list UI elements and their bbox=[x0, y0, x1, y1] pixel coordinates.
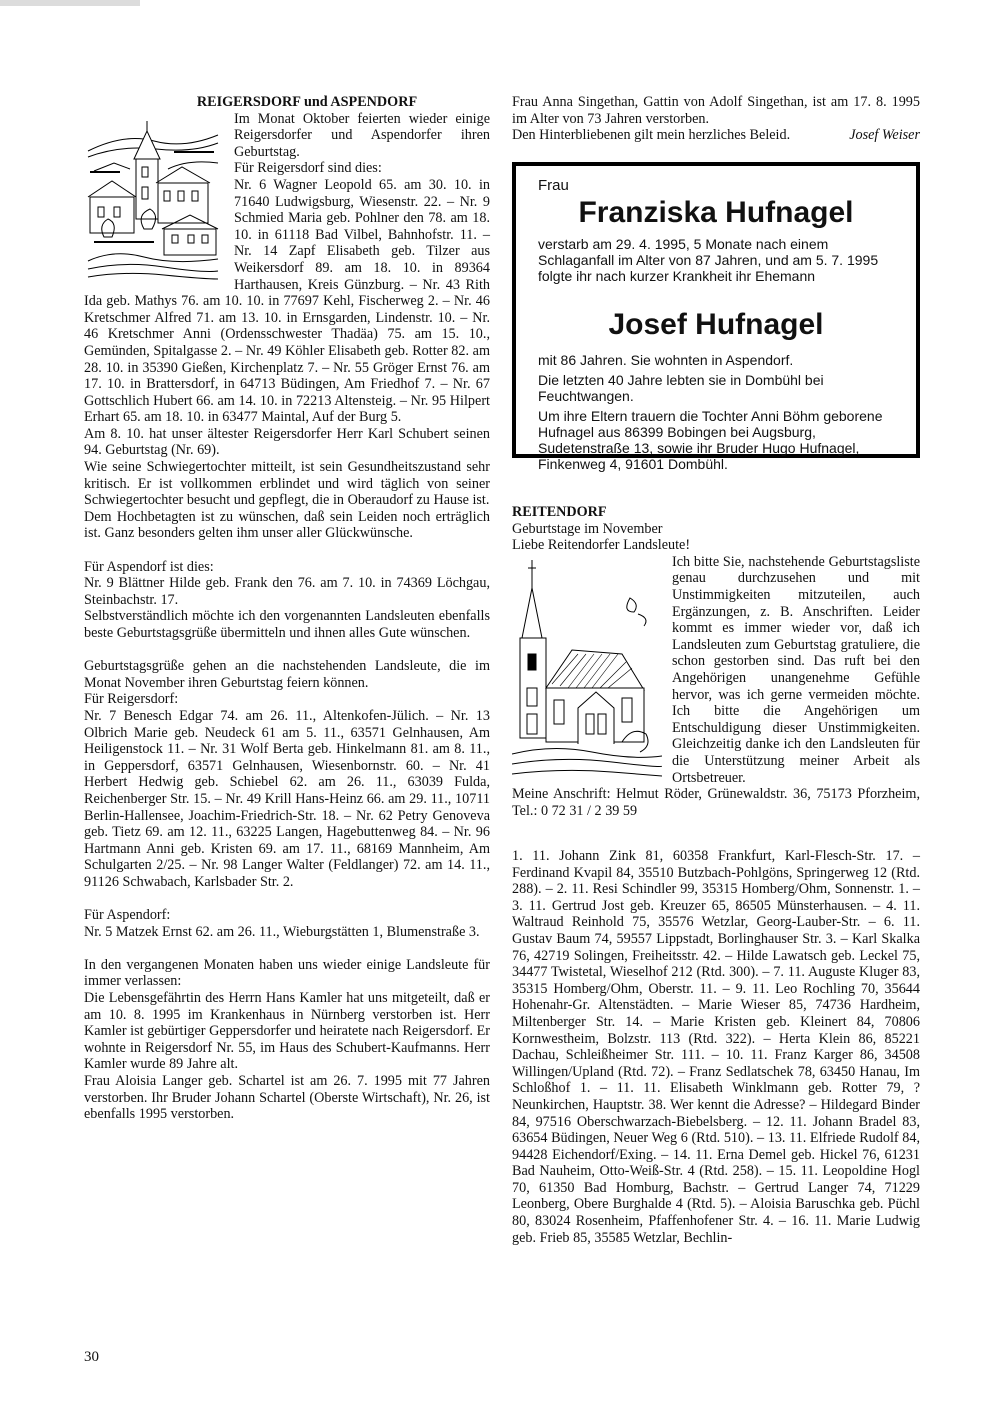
reigersdorf-intro: Im Monat Oktober feierten wieder einige Reigersdorfer und Aspendorfer ihren Geburtstag. bbox=[234, 110, 490, 160]
notice-name-josef: Josef Hufnagel bbox=[608, 308, 824, 341]
reigersdorf-heading: REIGERSDORF und ASPENDORF bbox=[196, 94, 418, 110]
reitendorf-church-illustration bbox=[512, 558, 662, 786]
reitendorf-section bbox=[512, 504, 920, 819]
reitendorf-list-text: 1. 11. Johann Zink 81, 60358 Frankfurt, Karl-Flesch-Str. 17. – Ferdinand Kvapil 84, 35510 Butzbach-Pohlgöns, Springerweg 12 (Rtd. 288). – 2. 11. Resi Schindler 99, 35315 Homberg/Ohm, Sonnenstr. 1. – 3. 11. Gertrud Jost geb. Kreuzer 65, 86505 Münsterhausen. – 4. 11. Waltraud Reinhold 75, 35576 Wetzlar, Georg-Lauber-Str. – 6. 11. Gustav Baum 74, 59557 Lippstadt, Borlinghauser Str. 3. – Karl Skalka 76, 42719 Solingen, Freiheitsstr. 42. – Hilde Lawatsch geb. Leckel 75, 34477 Twistetal, Wieselhof 212 (Rtd. 300). – 7. 11. Auguste Kluger 83, 35315 Homberg/Ohm, Oberstr. 11. – 9. 11. Leo Rochling 70, 35644 Hohenahr-Gr. Altenstädten. – Marie Wieser 85, 74736 Hardheim, Miltenberger Str. 14. – Marie Kristen geb. Kleinert 84, 70806 Kornwestheim, Bolzstr. 113 (Rtd. 322). – Herta Klein 86, 85221 Dachau, Schleißheimer Str. 111. – 10. 11. Franz Karger 86, 34508 Willingen/Upland (Rtd. 72). – Franz Sedlatschek 78, 63450 Hanau, Im Schloßhof 1. – 11. 11. Elisabeth Winklmann geb. Rotter 79, ? Neunkirchen, Hauptstr. 38. Wer kennt die Adresse? – Hildegard Binder 84, 97516 Oberschwarzach-Biebelsberg. – 12. 11. Johann Bradel 83, 63654 Büdingen, Neuer Weg 6 (Rtd. 510). – 13. 11. Elfriede Rudolf 84, 94428 Eichendorf/Exing. – 14. 11. Erna Demel geb. Hickel 76, 61231 Bad Nauheim, Otto-Weiß-Str. 4 (Rtd. 258). – 15. 11. Leopoldine Hogl 70, 61350 Bad Homburg, Bachstr. – Gertrud Langer 74, 71229 Leonberg, Obere Burghalde 4 (Rtd. 5). – Aloisia Baruschka geb. Püchl 80, 83024 Rosenheim, Pfaffenhofener Str. 4. – 16. 11. Marie Ludwig geb. Frieb 85, 35585 Wetzlar, Bechlin- bbox=[512, 848, 920, 1246]
left-column bbox=[84, 94, 490, 1123]
reigersdorf-birthdays-october: Nr. 6 Wagner Leopold 65. am 30. 10. in 71640 Ludwigsburg, Wiesenstr. 22. – Nr. 9 Schmied Maria geb. Pohlner den 78. am 18. 10. in 61118 Bad Vilbel, Bahnhofstr. 11. – Nr. 14 Zapf Elisabeth geb. Tilzer aus Weikersdorf 89. am 18. 10. in 89364 Harthausen, Kreis Günzburg. – Nr. 43 Rith Ida geb. Mathys 76. am 10. 10. in 77697 Kehl, Fischerweg 2. – Nr. 46 Kretschmer Alfred 71. am 13. 10. in Ernsgarden, Lindenstr. 10. – Nr. 46 Kretschmer Anni (Ordensschwester Thadäa) 75. am 15. 10., Gemünden, Spitalgasse 2. – Nr. 49 Köhler Elisabeth geb. Rotter 82. am 28. 10. in 35390 Gießen, Kirchenplatz 7. – Nr. 55 Gröger Ernst 76. am 17. 10. in Brattersdorf, in 64713 Büdingen, Am Friedhof 7. – Nr. 67 Gottschlich Hubert 66. am 14. 10. in 72213 Altensteig. – Nr. 95 Hilpert Erhart 65. am 18. 10. in 63477 Maintal, Auf der Burg 5. bbox=[84, 176, 490, 426]
condolence-text: Den Hinterbliebenen gilt mein herzliches Beleid. bbox=[512, 127, 791, 144]
november-reigersdorf-list: Nr. 7 Benesch Edgar 74. am 26. 11., Altenkofen-Jülich. – Nr. 13 Olbrich Marie geb. Neudeck 61 am 5. 11., 63571 Gelnhausen, Am Heiligenstock 11. – Nr. 31 Wolf Berta geb. Hinkelmann 81. am 8. 11., in Geppersdorf, 63571 Gelnhausen, Wiesenbornstr. 60. – Nr. 41 Herbert Hedwig geb. Schiebel 62. am 26. 11., 63039 Fulda, Reichenberger Str. 15. – Nr. 49 Krill Hans-Heinz 66. am 29. 11., 10711 Berlin-Hallensee, Joachim-Friedrich-Str. 18. – Nr. 62 Petry Genoveva geb. Tietz 69. am 12. 11., 63225 Langen, Hagebuttenweg 84. – Nr. 96 Hartmann Anni geb. Kristen 69. am 17. 11., 68169 Mannheim, Am Schulgarten 2/25. – Nr. 98 Langer Walter (Feldlanger) 72. am 14. 11., 91126 Schwabach, Karlsbader Str. 2. bbox=[84, 707, 490, 890]
deaths-intro: In den vergangenen Monaten haben uns wieder einige Landsleute für immer verlassen: bbox=[84, 956, 490, 990]
notice-text-3: Die letzten 40 Jahre lebten sie in Dombühl bei Feuchtwangen. bbox=[538, 372, 824, 404]
november-aspendorf-list: Nr. 5 Matzek Ernst 62. am 26. 11., Wieburgstätten 1, Blumenstraße 3. bbox=[84, 923, 480, 940]
death-singethan: Frau Anna Singethan, Gattin von Adolf Singethan, ist am 17. 8. 1995 im Alter von 73 Jahren verstorben. bbox=[512, 94, 920, 127]
november-reigersdorf-lead: Für Reigersdorf: bbox=[84, 691, 179, 708]
aspendorf-lead: Für Aspendorf ist dies: bbox=[84, 558, 214, 575]
aspendorf-birthdays-october: Nr. 9 Blättner Hilde geb. Frank den 76. am 7. 10. in 74369 Löchgau, Steinbachstr. 17. bbox=[84, 575, 490, 608]
reitendorf-heading: REITENDORF bbox=[512, 504, 607, 520]
notice-name-franziska: Franziska Hufnagel bbox=[578, 196, 854, 229]
schubert-birthday: Am 8. 10. hat unser ältester Reigersdorfer Herr Karl Schubert seinen 94. Geburtstag (Nr. 69). bbox=[84, 425, 490, 459]
page-number: 30 bbox=[84, 1349, 99, 1365]
november-intro: Geburtstagsgrüße gehen an die nachstehenden Landsleute, die im Monat November ihren Geburtstag feiern können. bbox=[84, 658, 490, 691]
reitendorf-subtitle: Geburtstage im November bbox=[512, 520, 663, 537]
reitendorf-birthday-list bbox=[512, 848, 920, 1246]
scan-edge-mark bbox=[0, 0, 140, 6]
notice-text-2: mit 86 Jahren. Sie wohnten in Aspendorf. bbox=[538, 352, 794, 368]
notice-text-1: verstarb am 29. 4. 1995, 5 Monate nach einem Schlaganfall im Alter von 87 Jahren, und am 5. 7. 1995 folgte ihr nach kurzer Krankheit ihr Ehemann bbox=[538, 236, 879, 284]
signature: Josef Weiser bbox=[849, 127, 920, 144]
schubert-health: Wie seine Schwiegertochter mitteilt, ist sein Gesundheitszustand sehr kritisch. Er ist vollkommen erblindet und wird täglich von seiner Schwiegertochter besucht und gepflegt, die in Oberaudorf zu Hause ist. bbox=[84, 459, 490, 509]
reitendorf-body: Ich bitte Sie, nachstehende Geburtstagsliste genau durchzusehen und mit Unstimmigkeiten mitzuteilen, auch Ergänzungen, z. B. Anschriften. Leider kommt es immer wieder vor, daß ich Landsleuten zum Geburtstag gratuliere, die schon gestorben sind. Das ruft bei den Angehörigen unangenehme Gefühle hervor, was ich gerne vermeiden möchte. Ich bitte die Angehörigen um Entschuldigung dieser Unstimmigkeiten. Gleichzeitig danke ich den Landsleuten für die Unterstützung meiner Arbeit als Ortsbetreuer. bbox=[672, 553, 920, 786]
death-kamler: Die Lebensgefährtin des Herrn Hans Kamler hat uns mitgeteilt, daß er am 10. 8. 1995 im Krankenhaus in Nürnberg verstorben ist. Herr Kamler ist gebürtiger Geppersdorfer und heiratete nach Reigersdorf. Er wohnte in Reigersdorf Nr. 55, im Haus des Schubert-Kaufmanns. Herr Kamler wurde 89 Jahre alt. bbox=[84, 990, 490, 1073]
schubert-wishes: Dem Hochbetagten ist zu wünschen, daß sein Leiden noch erträglich ist. Ganz besonders gelten ihm unser aller Glückwünsche. bbox=[84, 508, 490, 542]
notice-text-4: Um ihre Eltern trauern die Tochter Anni Böhm geborene Hufnagel aus 86399 Bobingen bei Augsburg, Sudetenstraße 13, sowie ihr Bruder Hugo Hufnagel, Finkenweg 4, 91601 Dombühl. bbox=[538, 408, 883, 472]
obituary-notice bbox=[512, 162, 920, 472]
right-top-column bbox=[512, 94, 920, 144]
reitendorf-greeting: Liebe Reitendorfer Landsleute! bbox=[512, 537, 691, 554]
reigersdorf-lead: Für Reigersdorf sind dies: bbox=[234, 160, 382, 177]
notice-frau: Frau bbox=[538, 177, 569, 194]
condolence-line bbox=[512, 127, 920, 144]
village-church-illustration bbox=[84, 111, 222, 283]
death-langer: Frau Aloisia Langer geb. Schartel ist am 26. 7. 1995 mit 77 Jahren verstorben. Ihr Bruder Johann Schartel (Oberste Wirtschaft), Nr. 26, ist ebenfalls 1995 verstorben. bbox=[84, 1073, 490, 1123]
general-wishes: Selbstverständlich möchte ich den vorgenannten Landsleuten ebenfalls beste Geburtstagsgrüße übermitteln und ihnen alles Gute wünschen. bbox=[84, 608, 490, 641]
november-aspendorf-lead: Für Aspendorf: bbox=[84, 907, 171, 924]
reitendorf-address: Meine Anschrift: Helmut Röder, Grünewaldstr. 36, 75173 Pforzheim, Tel.: 0 72 31 / 2 39 59 bbox=[512, 786, 920, 819]
